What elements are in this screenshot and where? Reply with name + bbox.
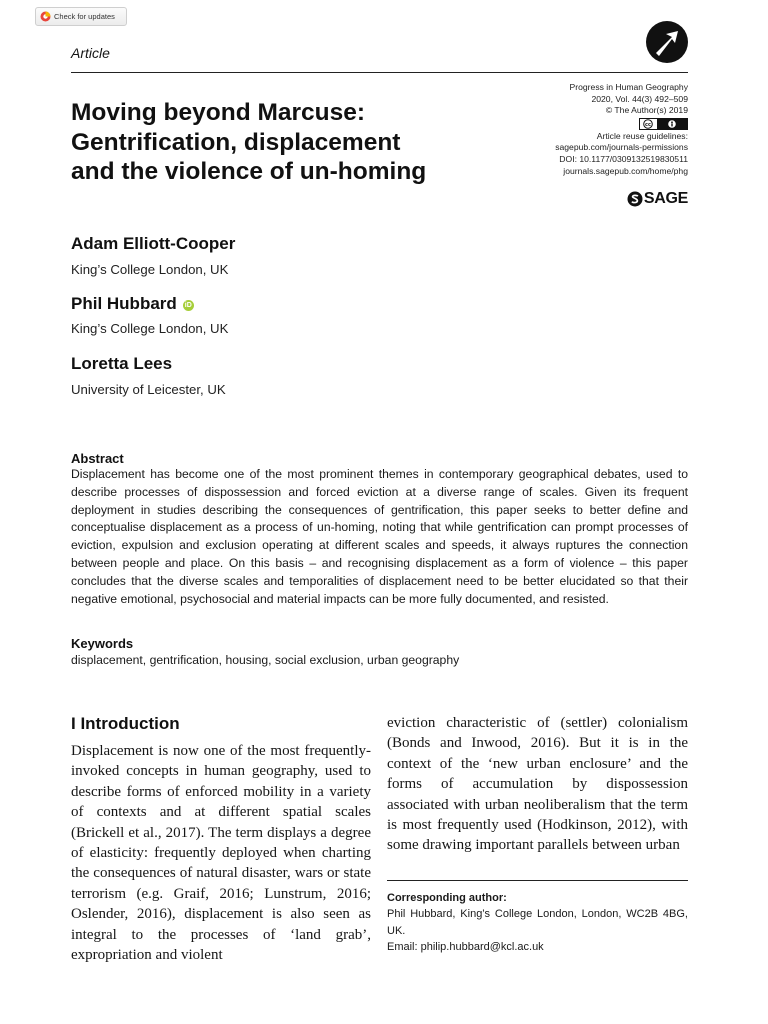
title-line-3: and the violence of un-homing xyxy=(71,158,427,185)
corresponding-author-email[interactable]: Email: philip.hubbard@kcl.ac.uk xyxy=(387,941,544,954)
article-title xyxy=(71,98,491,187)
abstract-heading: Abstract xyxy=(71,451,124,466)
journal-volume: 2020, Vol. 44(3) 492–509 xyxy=(591,93,688,104)
author-name-with-orcid xyxy=(71,294,194,314)
author-name: Loretta Lees xyxy=(71,354,173,373)
reuse-guidelines-label: Article reuse guidelines: xyxy=(596,130,688,141)
author-affiliation: King’s College London, UK xyxy=(71,321,229,336)
journal-url[interactable]: journals.sagepub.com/home/phg xyxy=(563,165,688,176)
author-affiliation: University of Leicester, UK xyxy=(71,382,226,397)
svg-text:cc: cc xyxy=(645,121,651,128)
keywords-heading: Keywords xyxy=(71,636,134,651)
intro-right-column: eviction characteristic of (settler) colonialism (Bonds and Inwood, 2016). But it is in the context of the ‘new urban enclosure’ and the forms of accumulation by dispossession associated with urban neoliberalism that the term is most frequently used (Hodkinson, 2012), with some drawing important parallels between urban xyxy=(387,715,688,854)
journal-name: Progress in Human Geography xyxy=(569,82,688,92)
article-type-label: Article xyxy=(71,45,110,61)
title-line-2: Gentrification, displacement xyxy=(71,128,401,156)
author-name: Phil Hubbard xyxy=(71,294,177,313)
corresponding-author-heading: Corresponding author: xyxy=(387,892,507,904)
doi[interactable]: DOI: 10.1177/0309132519830511 xyxy=(559,153,688,164)
sage-logo-icon xyxy=(627,191,643,207)
header-rule xyxy=(71,72,688,73)
abstract-text: Displacement has become one of the most prominent themes in contemporary geographical debates, used to describe processes of dispossession and forced eviction at a diverse range of scales. Given its frequent deployment in studies describing the consequences of gentrification, this paper seeks to better define and conceptualise displacement as a process of un-homing, noting that while gentrification can prompt processes of eviction, expulsion and exclusion operating at different scales and speeds, it always ruptures the connection between people and place. On this basis – and recognising displacement as a form of violence – this paper concludes that the diverse scales and temporalities of displacement need to be better elucidated so that their negative emotional, psychosocial and material impacts can be more fully documented, and resisted. xyxy=(71,467,688,606)
intro-heading: I Introduction xyxy=(71,714,180,733)
check-for-updates-icon xyxy=(40,11,51,22)
author-affiliation: King’s College London, UK xyxy=(71,262,229,277)
intro-left-column: Displacement is now one of the most frequently-invoked concepts in human geography, used to describe forms of enforced mobility in a variety of contexts and at different spatial scales (Brickell et al., 2017). The term displays a degree of elasticity: frequently deployed when charting the consequences of natural disaster, wars or state terrorism (e.g. Graif, 2016; Lunstrum, 2016; Oslender, 2016), displacement is also seen as integral to the processes of ‘land grab’, expropriation and violent xyxy=(71,743,371,964)
check-for-updates-label: Check for updates xyxy=(54,12,115,21)
author-name: Adam Elliott-Cooper xyxy=(71,234,236,253)
corresponding-author xyxy=(387,890,688,956)
publisher-logo xyxy=(627,190,688,208)
footnote-rule xyxy=(387,880,688,881)
cc-by-badge-icon[interactable] xyxy=(639,118,688,130)
journal-arrow-logo-icon xyxy=(645,20,689,64)
publisher-name: SAGE xyxy=(643,190,688,207)
copyright: © The Author(s) 2019 xyxy=(605,105,688,116)
title-line-1: Moving beyond Marcuse: xyxy=(71,99,366,126)
orcid-icon[interactable]: iD xyxy=(184,302,192,309)
reuse-guidelines-link[interactable]: sagepub.com/journals-permissions xyxy=(555,142,688,153)
check-for-updates-button[interactable] xyxy=(35,7,127,26)
corresponding-author-address: Phil Hubbard, King’s College London, London, WC2B 4BG, UK. xyxy=(387,908,688,937)
keywords-text: displacement, gentrification, housing, social exclusion, urban geography xyxy=(71,653,460,667)
